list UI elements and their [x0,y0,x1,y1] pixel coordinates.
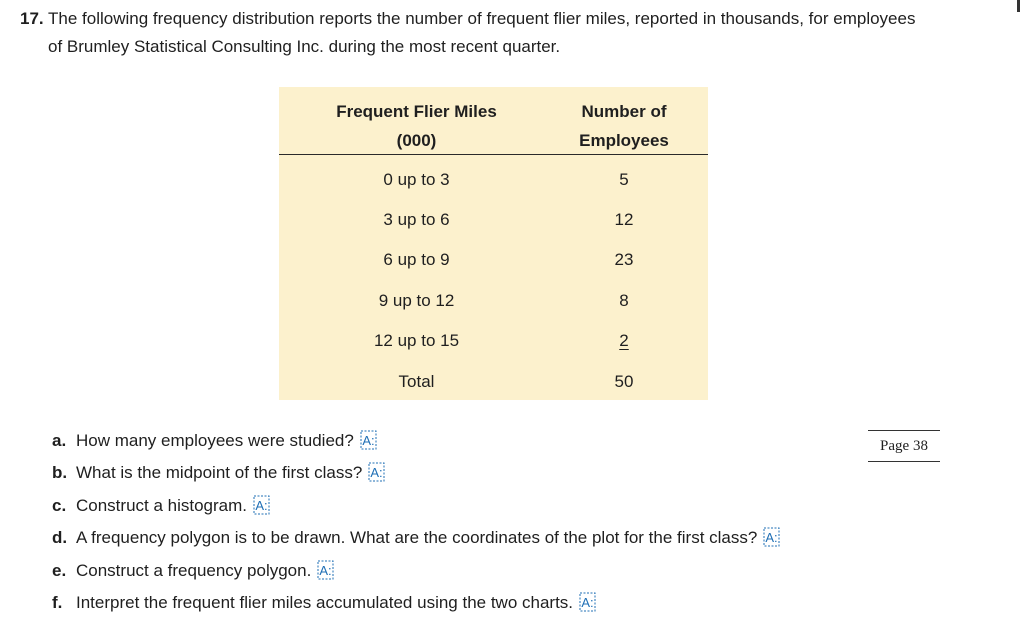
question-text: Interpret the frequent flier miles accumulated using the two charts. [76,593,574,612]
frequency-table [279,87,708,400]
class-cell: 9 up to 12 [378,291,455,310]
table-row [279,326,708,356]
table-header-count-line1: Number of [581,102,667,121]
question-letter: f. [52,593,63,612]
edge-mark [1017,0,1020,12]
answer-icon-label: A: [362,433,375,448]
table-total-row [279,367,708,397]
question-a [52,426,377,456]
question-b [52,458,385,488]
class-cell: 0 up to 3 [383,170,450,189]
question-e [52,556,334,586]
class-cell: 6 up to 9 [383,250,450,269]
question-letter: e. [52,561,67,580]
problem-statement [20,5,920,56]
table-row [279,286,708,316]
problem-number: 17. [20,9,44,28]
question-letter: b. [52,463,68,482]
table-row [279,205,708,235]
total-label: Total [398,372,435,391]
table-header-count [549,97,699,155]
table-header-rule [279,154,708,155]
answer-icon-label: A: [319,563,332,578]
question-text: What is the midpoint of the first class? [76,463,363,482]
count-cell: 23 [614,250,634,269]
problem-text: The following frequency distribution reports the number of frequent flier miles, reported in thousands, for employees of Brumley Statistical Consulting Inc. during the most recent quarter. [48,9,916,56]
question-f [52,588,596,618]
answer-icon[interactable] [316,560,334,580]
question-letter: c. [52,496,67,515]
count-cell: 5 [619,170,629,189]
answer-icon-label: A: [581,595,594,610]
table-header-class-line2: (000) [396,131,437,150]
class-cell: 3 up to 6 [383,210,450,229]
answer-icon[interactable] [359,430,377,450]
question-c [52,491,270,521]
question-text: Construct a frequency polygon. [76,561,312,580]
last-count-underlined: 2 [619,331,629,350]
question-text: How many employees were studied? [76,431,354,450]
answer-icon-label: A: [255,498,268,513]
answer-icon[interactable] [578,592,596,612]
table-row [279,165,708,195]
page-reference: Page 38 [868,430,940,462]
count-cell: 12 [614,210,634,229]
answer-icon-label: A: [765,530,778,545]
answer-icon[interactable] [252,495,270,515]
question-text: Construct a histogram. [76,496,248,515]
table-header-class [289,97,544,155]
answer-icon[interactable] [367,462,385,482]
total-value: 50 [614,372,634,391]
table-header-count-line2: Employees [579,131,669,150]
table-row [279,245,708,275]
question-letter: a. [52,431,67,450]
count-cell: 8 [619,291,629,310]
question-letter: d. [52,528,68,547]
class-cell: 12 up to 15 [373,331,460,350]
question-text: A frequency polygon is to be drawn. What are the coordinates of the plot for the first class? [76,528,758,547]
answer-icon[interactable] [762,527,780,547]
table-header-class-line1: Frequent Flier Miles [336,102,497,121]
question-d [52,523,780,553]
count-cell [549,326,699,356]
answer-icon-label: A: [370,465,383,480]
